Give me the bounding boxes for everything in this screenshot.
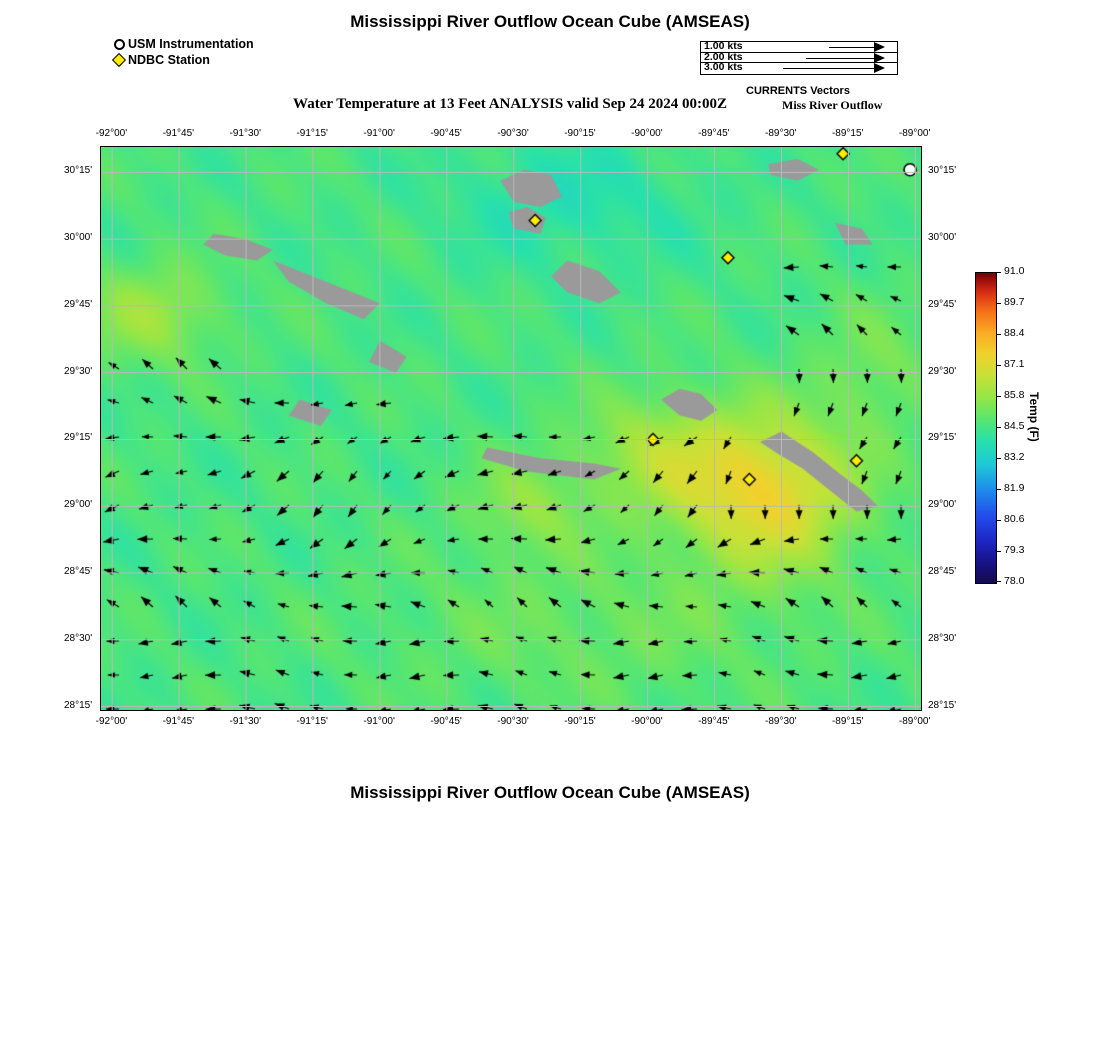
axis-tick-label: 30°00': [928, 232, 957, 244]
axis-tick-label: 29°00': [64, 499, 93, 511]
colorbar-tick-label: 91.0: [1004, 265, 1025, 277]
colorbar-tick: [996, 551, 1001, 552]
outflow-annotation: Miss River Outflow: [782, 98, 883, 112]
colorbar-tick-label: 80.6: [1004, 513, 1025, 525]
vector-scale-caption: CURRENTS Vectors: [746, 85, 850, 97]
axis-tick-label: -92°00': [95, 716, 128, 727]
colorbar-tick-label: 87.1: [1004, 358, 1025, 370]
colorbar-gradient: [975, 272, 997, 584]
colorbar-tick: [996, 489, 1001, 490]
axis-tick-label: -91°30': [229, 716, 262, 727]
legend-label-ndbc: NDBC Station: [128, 53, 210, 67]
axis-tick-label: 28°30': [928, 632, 957, 644]
axis-tick-label: -89°45': [698, 128, 730, 139]
vector-scale-row-3: [701, 63, 897, 74]
axis-tick-label: -89°00': [898, 128, 931, 139]
axis-tick-label: -89°00': [898, 716, 931, 727]
axis-tick-label: 29°00': [928, 499, 957, 511]
page-title: Mississippi River Outflow Ocean Cube (AMSEAS): [350, 12, 750, 31]
colorbar-tick: [996, 581, 1001, 582]
vector-scale-label-2: 2.00 kts: [704, 50, 743, 63]
chart-subtitle: Water Temperature at 13 Feet ANALYSIS valid Sep 24 2024 00:00Z: [293, 96, 727, 112]
axis-tick-label: 29°30': [928, 365, 957, 377]
axis-tick-label: -90°15': [564, 716, 596, 727]
colorbar-tick: [996, 396, 1001, 397]
axis-tick-label: 29°15': [64, 432, 93, 444]
colorbar-tick-label: 85.8: [1004, 389, 1025, 401]
colorbar-tick-label: 89.7: [1004, 296, 1025, 308]
axis-tick-label: 30°00': [64, 232, 93, 244]
current-vector-scale: [700, 41, 898, 75]
colorbar-tick: [996, 334, 1001, 335]
axis-tick-label: 29°45': [64, 298, 93, 310]
axis-tick-label: 28°15': [928, 699, 957, 711]
axis-tick-label: -90°00': [631, 128, 663, 139]
axis-tick-label: 28°45': [64, 565, 93, 577]
colorbar-tick: [996, 365, 1001, 366]
circle-marker-icon: [110, 39, 128, 50]
axis-tick-label: -89°15': [831, 716, 864, 727]
map-gridlines: [101, 147, 921, 710]
legend-item-ndbc: [110, 53, 254, 67]
axis-tick-label: -89°30': [765, 716, 797, 727]
axis-tick-label: -90°00': [631, 716, 663, 727]
axis-tick-label: -92°00': [95, 128, 128, 139]
axis-tick-label: -90°15': [564, 128, 596, 139]
axis-tick-label: -91°45': [162, 716, 195, 727]
axis-tick-label: -90°45': [430, 716, 462, 727]
colorbar-tick-label: 83.2: [1004, 451, 1025, 463]
axis-tick-label: -91°15': [296, 128, 328, 139]
axis-tick-label: -89°15': [831, 128, 864, 139]
bottom-title: Mississippi River Outflow Ocean Cube (AMSEAS): [350, 783, 750, 802]
vector-scale-label-1: 1.00 kts: [704, 40, 743, 52]
axis-tick-label: -91°15': [296, 716, 328, 727]
colorbar-tick: [996, 520, 1001, 521]
map-legend: [110, 37, 254, 69]
colorbar-tick-label: 84.5: [1004, 420, 1025, 432]
legend-label-usm: USM Instrumentation: [128, 37, 254, 51]
axis-tick-label: -90°30': [497, 128, 529, 139]
axis-tick-label: -90°30': [497, 716, 529, 727]
colorbar-title: Temp (F): [1027, 392, 1041, 442]
colorbar-tick-label: 79.3: [1004, 544, 1025, 556]
legend-item-usm: [110, 37, 254, 51]
axis-tick-label: -91°45': [162, 128, 195, 139]
axis-tick-label: 30°15': [928, 165, 957, 177]
axis-tick-label: 29°30': [64, 365, 93, 377]
colorbar-tick-label: 88.4: [1004, 327, 1025, 339]
axis-tick-label: -91°00': [363, 128, 395, 139]
axis-tick-label: 28°30': [64, 632, 93, 644]
colorbar-tick: [996, 427, 1001, 428]
axis-tick-label: 30°15': [64, 165, 93, 177]
axis-tick-label: 29°15': [928, 432, 957, 444]
colorbar-tick: [996, 272, 1001, 273]
diamond-marker-icon: [110, 55, 128, 65]
colorbar-tick-label: 81.9: [1004, 482, 1025, 494]
vector-scale-label-3: 3.00 kts: [704, 61, 743, 74]
axis-tick-label: -89°30': [765, 128, 797, 139]
axis-tick-label: -90°45': [430, 128, 462, 139]
colorbar-tick: [996, 458, 1001, 459]
colorbar-tick-label: 78.0: [1004, 575, 1025, 587]
axis-tick-label: -89°45': [698, 716, 730, 727]
axis-tick-label: -91°00': [363, 716, 395, 727]
axis-tick-label: -91°30': [229, 128, 262, 139]
axis-tick-label: 28°15': [64, 699, 93, 711]
map-plot-area[interactable]: [100, 146, 922, 711]
axis-tick-label: 29°45': [928, 298, 957, 310]
axis-tick-label: 28°45': [928, 565, 957, 577]
colorbar-tick: [996, 303, 1001, 304]
